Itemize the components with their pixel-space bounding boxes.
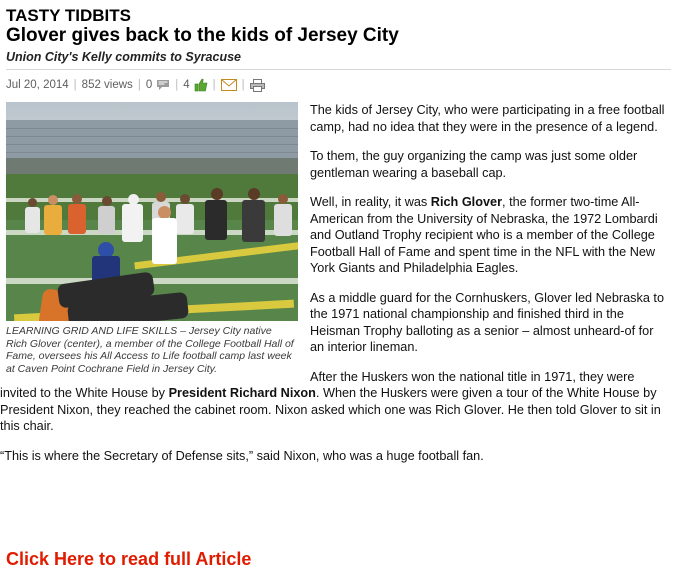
read-full-article-link[interactable]: Click Here to read full Article: [6, 549, 252, 569]
publish-date: Jul 20, 2014: [6, 79, 69, 91]
meta-separator: |: [241, 79, 245, 91]
comment-bubble-icon[interactable]: [156, 79, 170, 91]
paragraph-4: As a middle guard for the Cornhuskers, Glover led Nebraska to the 1971 national championship and finished third in the Heisman Trophy balloting as a senior – almost unheard-of for an interior lineman.: [310, 290, 665, 354]
nixon-name: President Richard Nixon: [168, 386, 316, 400]
paragraph-3-part-c: , the former two-time All-American from the University of Nebraska, the 1972 Lombardi and Outland Trophy recipient who is a member of the College Football Hall of Fame and spent time in the NFL with the New York Giants and Philadelphia Eagles.: [310, 195, 658, 275]
article-kicker: TASTY TIDBITS: [6, 6, 131, 25]
meta-separator: |: [137, 79, 141, 91]
article-photo: [6, 102, 298, 321]
view-count: 852 views: [81, 79, 133, 91]
article-subhead: Union City's Kelly commits to Syracuse: [6, 50, 241, 64]
paragraph-5-part-a: After the Huskers won the national title in 1971, they were invited to the White House by: [0, 369, 635, 400]
page-title: Glover gives back to the kids of Jersey City: [6, 25, 399, 46]
thumbs-up-icon[interactable]: [194, 78, 208, 92]
paragraph-3-part-a: Well, in reality, it was: [310, 195, 431, 209]
envelope-icon[interactable]: [221, 79, 237, 91]
paragraph-5: [0, 369, 671, 435]
meta-separator: |: [212, 79, 216, 91]
meta-separator: |: [175, 79, 179, 91]
article-figure: [6, 102, 298, 375]
divider: [6, 69, 671, 70]
comment-count: 0: [145, 79, 153, 91]
paragraph-6: “This is where the Secretary of Defense sits,” said Nixon, who was a huge football fan.: [0, 448, 484, 463]
article-body: [0, 102, 677, 464]
like-count: 4: [183, 79, 190, 91]
paragraph-1: The kids of Jersey City, who were participating in a free football camp, had no idea that they were in the presence of a legend.: [310, 103, 665, 134]
glover-name: Rich Glover: [430, 195, 503, 209]
meta-separator: |: [73, 79, 77, 91]
printer-icon[interactable]: [250, 79, 265, 92]
paragraph-5-part-c: . When the Huskers were given a tour of the White House by President Nixon, they reached the cabinet room. Nixon asked which one was Rich Glover. He then told Glover to sit in this chair.: [0, 386, 661, 433]
article-meta: [6, 76, 677, 94]
paragraph-2: To them, the guy organizing the camp was just some older gentleman wearing a baseball cap.: [310, 149, 638, 180]
photo-caption: LEARNING GRID AND LIFE SKILLS – Jersey City native Rich Glover (center), a member of the College Football Hall of Fame, oversees his All Access to Life football camp last week at Caven Point Cochrane Field in Jersey City.: [6, 325, 294, 375]
article-page: [0, 6, 677, 582]
